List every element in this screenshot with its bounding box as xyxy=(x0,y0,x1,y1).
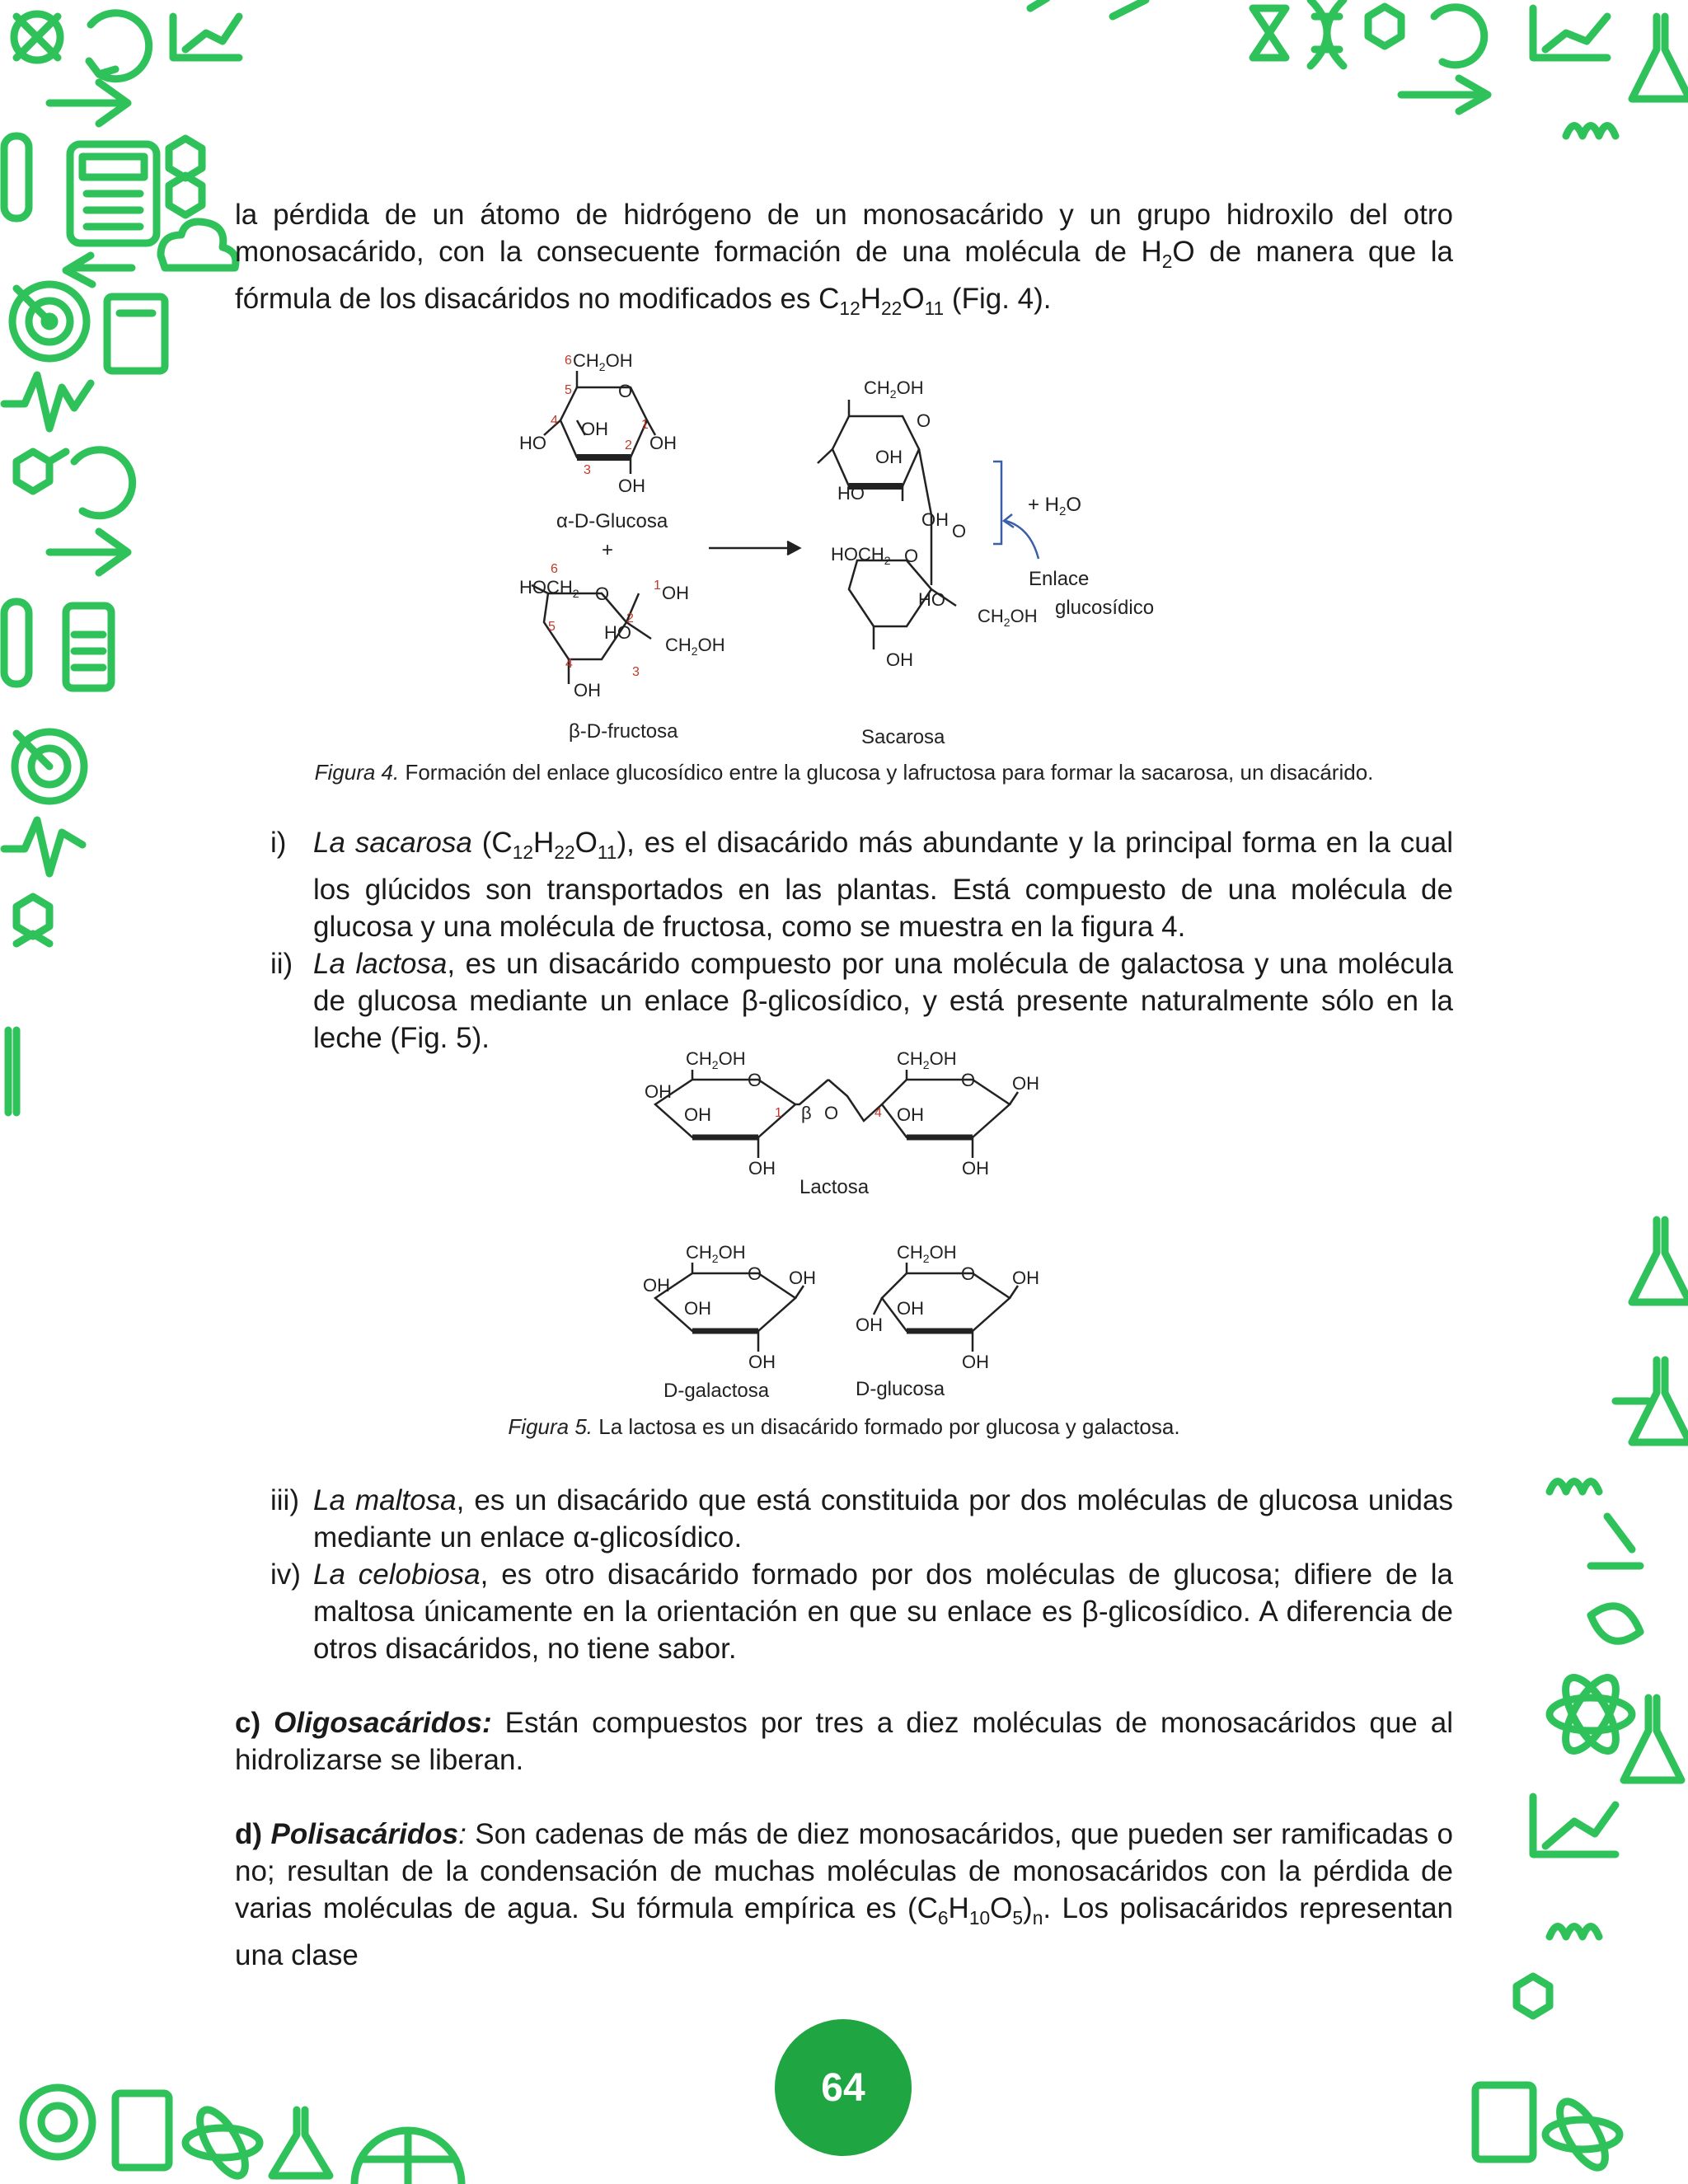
ring-oxygen: O xyxy=(917,410,931,431)
oh-label: OH xyxy=(962,1158,989,1179)
atom-icon xyxy=(1550,1671,1632,1759)
oh-label: OH xyxy=(748,1158,776,1179)
oh-label: OH xyxy=(574,680,601,701)
oh-label: OH xyxy=(1012,1268,1039,1288)
arrow-right-icon xyxy=(49,82,128,124)
test-tube-icon xyxy=(4,136,29,218)
ch2oh-label: $CH_2OH$ xyxy=(978,606,1038,629)
molecule-icon xyxy=(1517,1976,1550,2016)
sucrose-name: Sacarosa xyxy=(861,726,945,748)
glycosidic-oxygen: O xyxy=(824,1103,839,1123)
molecule-icon xyxy=(169,138,202,215)
caption-label: Figura 5. xyxy=(508,1414,593,1439)
text-run: (Fig. 4). xyxy=(944,283,1052,315)
ring-oxygen: O xyxy=(961,1070,976,1090)
ho-label: HO xyxy=(837,483,865,504)
list-item: ii) La lactosa, es un disacárido compuesto por una molécula de galactosa y una molécula de glucosa mediante un enlace β-glicosídico, y está presente naturalmente sólo en la leche (Fig. 5). xyxy=(272,945,1453,1057)
arrow-right-icon xyxy=(1401,78,1488,111)
disaccharide-list-1 xyxy=(272,824,1453,1057)
globe-icon xyxy=(354,2130,462,2184)
molecule-icon xyxy=(1368,7,1401,46)
ho-label: HO xyxy=(918,589,945,610)
d-galactose-name: D-galactosa xyxy=(663,1380,770,1402)
carbon-number: 5 xyxy=(565,383,572,397)
caption-text: Formación del enlace glucosídico entre la glucosa y lafructosa para formar la sacarosa, un disacárido. xyxy=(399,760,1374,785)
hourglass-icon xyxy=(1253,8,1286,58)
arrow-left-icon xyxy=(66,255,132,284)
growth-chart-icon xyxy=(1533,8,1607,58)
molecule-icon xyxy=(16,452,66,491)
beta-symbol: β xyxy=(801,1103,812,1123)
oh-label: OH xyxy=(581,419,608,439)
carbon-number: 1 xyxy=(641,418,649,432)
carbon-number: 5 xyxy=(548,620,556,634)
oh-label: OH xyxy=(684,1104,711,1125)
ho-label: HO xyxy=(519,433,546,453)
atom-icon xyxy=(1545,2095,1620,2174)
target-icon xyxy=(12,284,87,359)
list-marker: iii) xyxy=(270,1484,299,1516)
list-marker: iv) xyxy=(270,1558,301,1591)
oh-label: OH xyxy=(662,583,689,603)
molecule-icon xyxy=(16,897,49,944)
ring-oxygen: O xyxy=(595,583,610,604)
list-item: iv) La celobiosa, es otro disacárido formado por dos moléculas de glucosa; difiere de la maltosa únicamente en la orientación en que su enlace es β-glicosídico. A diferencia de otros disacáridos, no tiene sabor. xyxy=(272,1556,1453,1667)
oh-label: OH xyxy=(645,1081,672,1102)
figure-4-caption xyxy=(0,760,1688,785)
oh-label: OH xyxy=(856,1315,883,1335)
term: La celobiosa xyxy=(313,1558,481,1591)
subscript: 22 xyxy=(881,298,903,319)
oh-label: OH xyxy=(921,509,949,530)
ch2oh-label: $CH_2OH$ xyxy=(686,1048,746,1071)
book-icon xyxy=(1475,2085,1533,2159)
figure-5-caption xyxy=(0,1414,1688,1440)
page-number-badge xyxy=(775,2019,912,2156)
subscript: 12 xyxy=(839,298,860,319)
oh-label: OH xyxy=(789,1268,816,1288)
recycle-icon xyxy=(74,450,133,516)
oh-label: OH xyxy=(618,476,645,496)
test-tube-icon xyxy=(8,1030,16,1113)
alpha-d-glucose-name: α-D-Glucosa xyxy=(556,510,668,532)
section-letter: c) xyxy=(235,1707,261,1739)
section-title: Polisacáridos xyxy=(270,1818,459,1850)
growth-chart-icon xyxy=(1533,1797,1615,1854)
growth-chart-icon xyxy=(173,16,239,58)
list-marker: ii) xyxy=(270,948,293,980)
beta-d-fructose-name: β-D-fructosa xyxy=(569,720,678,743)
section-title: Oligosacáridos: xyxy=(274,1707,492,1739)
leaf-icon xyxy=(1591,1606,1640,1642)
heartbeat-icon xyxy=(4,375,91,429)
term: La lactosa xyxy=(313,948,448,980)
carbon-number: 4 xyxy=(874,1106,882,1120)
bond-label: glucosídico xyxy=(1055,597,1155,619)
ch2oh-label: $CH_2OH$ xyxy=(897,1048,957,1071)
oh-label: OH xyxy=(1012,1073,1039,1094)
section-oligosaccharides xyxy=(235,1704,1453,1779)
glycosidic-oxygen: O xyxy=(952,521,967,541)
dna-icon xyxy=(1311,0,1343,66)
hoch2-label: $HOCH_2$ xyxy=(831,544,891,567)
carbon-number: 1 xyxy=(654,579,661,593)
coil-icon xyxy=(1550,1482,1599,1493)
list-item: i) La sacarosa $(C_{12}H_{22}O_{11})$, es el disacárido más abundante y la principal forma en la cual los glúcidos son transportados en las plantas. Está compuesto de una molécula de glucosa y una molécula de fructosa, como se muestra en la figura 4. xyxy=(272,824,1453,945)
carbon-number: 4 xyxy=(551,414,558,428)
d-glucose-name: D-glucosa xyxy=(856,1378,945,1400)
ch2oh-label: $CH_2OH$ xyxy=(573,350,633,373)
beaker-icon xyxy=(14,14,60,60)
atom-icon xyxy=(185,2103,260,2182)
test-tube-icon xyxy=(4,602,29,684)
plus-sign: + xyxy=(602,539,614,561)
figure-4-sucrose-formation xyxy=(495,338,1203,750)
list-marker: i) xyxy=(270,827,287,859)
term: La maltosa xyxy=(313,1484,457,1516)
page-number: 64 xyxy=(821,2065,865,2110)
figure-5-lactose xyxy=(635,1047,1047,1409)
ring-oxygen: O xyxy=(748,1263,762,1284)
flask-icon xyxy=(1632,1220,1688,1302)
heartbeat-icon xyxy=(4,820,82,874)
carbon-number: 1 xyxy=(775,1106,782,1120)
microscope-icon xyxy=(1591,1516,1640,1566)
section-polysaccharides: d) Polisacáridos: Son cadenas de más de diez monosacáridos, que pueden ser ramificadas o no; resultan de la condensación de muchas moléculas de monosacáridos con la pérdida de varias moléculas de agua. Su fórmula empírica es $(C_6H_{10}O_5)_n$. Los polisacáridos representan una clase xyxy=(235,1818,1453,1971)
carbon-number: 6 xyxy=(565,354,572,368)
carbon-number: 2 xyxy=(626,612,634,626)
flask-icon xyxy=(1632,16,1688,99)
coil-icon xyxy=(1566,126,1615,137)
book-icon xyxy=(107,297,165,371)
oh-label: OH xyxy=(643,1275,670,1296)
text-run: H xyxy=(860,283,882,315)
coil-icon xyxy=(1550,1927,1599,1938)
carbon-number: 3 xyxy=(632,665,640,679)
ring-oxygen: O xyxy=(904,546,919,566)
ch2oh-label: $CH_2OH$ xyxy=(897,1242,957,1265)
ring-oxygen: O xyxy=(961,1263,976,1284)
ch2oh-label: $CH_2OH$ xyxy=(864,377,924,401)
carbon-number: 4 xyxy=(565,657,573,671)
oh-label: OH xyxy=(875,447,903,467)
caption-text: La lactosa es un disacárido formado por glucosa y galactosa. xyxy=(593,1414,1180,1439)
oh-label: OH xyxy=(649,433,677,453)
oh-label: OH xyxy=(897,1104,924,1125)
plus-water: + $H_2O$ xyxy=(1028,494,1082,518)
section-text: Son cadenas de más de diez monosacáridos, que pueden ser ramificadas o no; resultan de la condensación de muchas moléculas de monosacáridos con la pérdida de varias moléculas de agua. Su fórmula empírica es (C xyxy=(235,1818,1453,1924)
recycle-icon xyxy=(89,13,149,79)
bond-label: Enlace xyxy=(1029,568,1090,590)
list-item: iii) La maltosa, es un disacárido que está constituida por dos moléculas de glucosa unidas mediante un enlace α-glicosídico. xyxy=(272,1482,1453,1556)
carbon-number: 6 xyxy=(551,562,558,576)
oh-label: OH xyxy=(684,1298,711,1319)
hoch2-label: $HOCH_2$ xyxy=(519,577,579,600)
calculator-icon xyxy=(66,606,111,688)
flask-icon xyxy=(272,2110,330,2176)
lactose-name: Lactosa xyxy=(799,1176,870,1198)
intro-paragraph xyxy=(235,196,1453,327)
molecule-icon xyxy=(1030,0,1146,16)
section-letter: d) xyxy=(235,1818,263,1850)
ring-oxygen: O xyxy=(618,381,633,401)
recycle-icon xyxy=(1434,7,1484,65)
term: La sacarosa xyxy=(313,827,472,859)
cloud-icon xyxy=(161,222,236,268)
subscript: 11 xyxy=(924,298,945,319)
disaccharide-list-2 xyxy=(272,1482,1453,1667)
section-text: Están compuestos por tres a diez moléculas de monosacáridos que al hidrolizarse se liberan. xyxy=(235,1707,1453,1776)
text-run: O de manera que la fórmula de los disacáridos no modificados es C xyxy=(235,236,1453,315)
oh-label: OH xyxy=(962,1352,989,1372)
oh-label: OH xyxy=(897,1298,924,1319)
target-icon xyxy=(23,2088,92,2157)
ch2oh-label: $CH_2OH$ xyxy=(686,1242,746,1265)
carbon-number: 3 xyxy=(584,463,591,477)
calculator-icon xyxy=(70,144,157,243)
carbon-number: 2 xyxy=(625,438,632,452)
arrow-right-icon xyxy=(49,532,128,573)
oh-label: OH xyxy=(748,1352,776,1372)
caption-label: Figura 4. xyxy=(314,760,400,785)
book-icon xyxy=(115,2093,169,2168)
ring-oxygen: O xyxy=(748,1070,762,1090)
ch2oh-label: $CH_2OH$ xyxy=(665,635,725,658)
text-run: la pérdida de un átomo de hidrógeno de un monosacárido y un grupo hidroxilo del otro monosacárido, con la consecuente formación de una molécula de H xyxy=(235,199,1453,268)
ho-label: HO xyxy=(604,622,631,643)
oh-label: OH xyxy=(886,649,913,670)
text-run: O xyxy=(902,283,925,315)
subscript: 2 xyxy=(1161,251,1173,272)
